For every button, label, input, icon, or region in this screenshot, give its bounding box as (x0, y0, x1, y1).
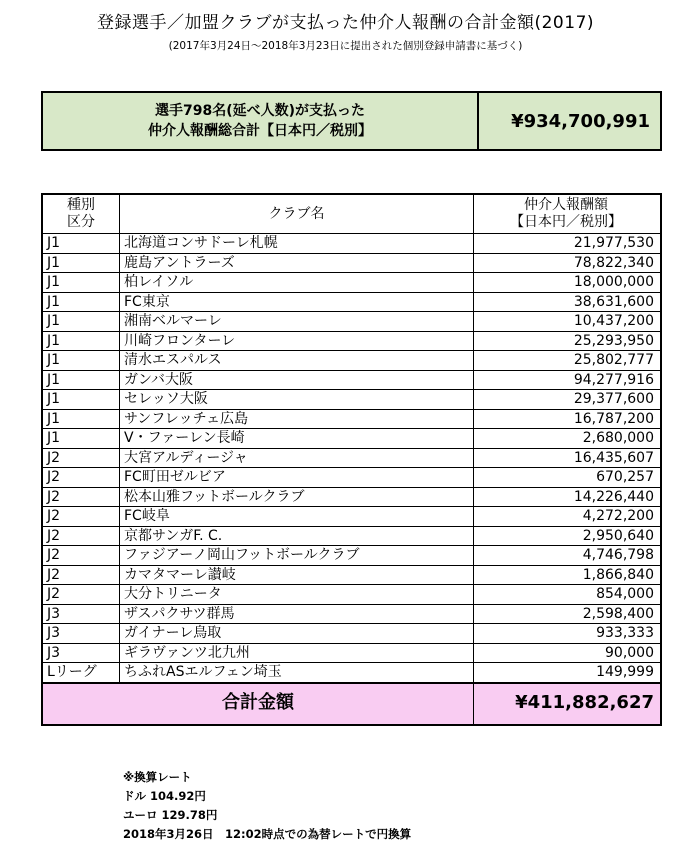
notes-euro-rate: ユーロ 129.78円 (123, 808, 218, 822)
category-cell: J1 (42, 390, 120, 410)
fee-cell: 10,437,200 (474, 312, 662, 332)
category-cell: J2 (42, 585, 120, 605)
category-cell: J2 (42, 507, 120, 527)
category-header-line1: 種別 (67, 197, 95, 213)
club-name-cell: FC東京 (120, 292, 474, 312)
table-row (42, 312, 661, 332)
table-row (42, 507, 661, 527)
fee-table (41, 193, 662, 726)
table-row (42, 448, 661, 468)
table-row (42, 526, 661, 546)
fee-cell: 94,277,916 (474, 370, 662, 390)
table-row (42, 409, 661, 429)
table-row (42, 546, 661, 566)
table-row (42, 663, 661, 683)
fee-cell: 854,000 (474, 585, 662, 605)
fee-cell: 21,977,530 (474, 234, 662, 254)
fee-cell: 1,866,840 (474, 565, 662, 585)
category-cell: J1 (42, 253, 120, 273)
fee-cell: 16,435,607 (474, 448, 662, 468)
table-row (42, 487, 661, 507)
category-cell: J1 (42, 370, 120, 390)
club-name-cell: ギラヴァンツ北九州 (120, 643, 474, 663)
total-row (42, 683, 661, 725)
fee-cell: 25,293,950 (474, 331, 662, 351)
table-row (42, 468, 661, 488)
table-row (42, 585, 661, 605)
club-name-cell: 鹿島アントラーズ (120, 253, 474, 273)
page-subtitle: (2017年3月24日～2018年3月23日に提出された個別登録申請書に基づく) (168, 40, 523, 52)
fee-cell: 2,680,000 (474, 429, 662, 449)
fee-cell: 25,802,777 (474, 351, 662, 371)
club-name-cell: ザスパクサツ群馬 (120, 604, 474, 624)
category-cell: J2 (42, 565, 120, 585)
notes-basis: 2018年3月26日 12:02時点での為替レートで円換算 (123, 827, 412, 841)
club-name-cell: FC町田ゼルビア (120, 468, 474, 488)
fee-cell: 2,598,400 (474, 604, 662, 624)
category-cell: J1 (42, 351, 120, 371)
table-row (42, 565, 661, 585)
category-cell: J1 (42, 234, 120, 254)
category-cell: Lリーグ (42, 663, 120, 683)
fee-cell: 78,822,340 (474, 253, 662, 273)
club-name-cell: サンフレッチェ広島 (120, 409, 474, 429)
club-name-cell: FC岐阜 (120, 507, 474, 527)
club-name-cell: 松本山雅フットボールクラブ (120, 487, 474, 507)
club-name-cell: 清水エスパルス (120, 351, 474, 371)
club-name-cell: 川崎フロンターレ (120, 331, 474, 351)
summary-label-line1: 選手798名(延べ人数)が支払った (154, 103, 366, 119)
total-label: 合計金額 (42, 683, 474, 725)
category-cell: J1 (42, 409, 120, 429)
club-name-cell: ちふれASエルフェン埼玉 (120, 663, 474, 683)
fee-cell: 38,631,600 (474, 292, 662, 312)
fee-header (474, 194, 662, 234)
club-name-cell: 湘南ベルマーレ (120, 312, 474, 332)
fee-cell: 18,000,000 (474, 273, 662, 293)
notes-dollar-rate: ドル 104.92円 (123, 789, 206, 803)
table-row (42, 292, 661, 312)
fee-cell: 933,333 (474, 624, 662, 644)
fee-header-line1: 仲介人報酬額 (524, 197, 608, 213)
club-name-cell: セレッソ大阪 (120, 390, 474, 410)
table-row (42, 351, 661, 371)
table-row (42, 643, 661, 663)
club-header: クラブ名 (120, 194, 474, 234)
summary-label (43, 93, 479, 149)
summary-value: ¥934,700,991 (479, 93, 660, 149)
table-row (42, 429, 661, 449)
table-row (42, 370, 661, 390)
fee-cell: 670,257 (474, 468, 662, 488)
fee-cell: 4,746,798 (474, 546, 662, 566)
notes (123, 768, 411, 844)
category-header (42, 194, 120, 234)
category-cell: J1 (42, 331, 120, 351)
category-cell: J1 (42, 312, 120, 332)
club-name-cell: V・ファーレン長崎 (120, 429, 474, 449)
club-name-cell: 京都サンガF. C. (120, 526, 474, 546)
fee-cell: 29,377,600 (474, 390, 662, 410)
club-name-cell: 大分トリニータ (120, 585, 474, 605)
club-name-cell: 大宮アルディージャ (120, 448, 474, 468)
fee-cell: 149,999 (474, 663, 662, 683)
category-cell: J1 (42, 273, 120, 293)
fee-header-line2: 【日本円／税別】 (510, 214, 622, 230)
table-row (42, 604, 661, 624)
category-cell: J2 (42, 487, 120, 507)
table-row (42, 624, 661, 644)
category-cell: J2 (42, 468, 120, 488)
category-cell: J1 (42, 429, 120, 449)
fee-cell: 14,226,440 (474, 487, 662, 507)
table-header-row (42, 194, 661, 234)
category-header-line2: 区分 (67, 214, 95, 230)
table-row (42, 390, 661, 410)
club-name-cell: ファジアーノ岡山フットボールクラブ (120, 546, 474, 566)
summary-box (41, 91, 662, 151)
category-cell: J2 (42, 546, 120, 566)
club-name-cell: ガイナーレ鳥取 (120, 624, 474, 644)
category-cell: J3 (42, 604, 120, 624)
fee-cell: 4,272,200 (474, 507, 662, 527)
notes-heading: ※換算レート (123, 770, 192, 784)
club-name-cell: カマタマーレ讃岐 (120, 565, 474, 585)
fee-cell: 2,950,640 (474, 526, 662, 546)
category-cell: J2 (42, 526, 120, 546)
category-cell: J3 (42, 643, 120, 663)
category-cell: J3 (42, 624, 120, 644)
page-title: 登録選手／加盟クラブが支払った仲介人報酬の合計金額(2017) (96, 13, 595, 33)
club-name-cell: 柏レイソル (120, 273, 474, 293)
category-cell: J1 (42, 292, 120, 312)
summary-label-line2: 仲介人報酬総合計【日本円／税別】 (148, 123, 372, 139)
club-name-cell: 北海道コンサドーレ札幌 (120, 234, 474, 254)
table-row (42, 273, 661, 293)
club-name-cell: ガンバ大阪 (120, 370, 474, 390)
fee-cell: 90,000 (474, 643, 662, 663)
table-row (42, 253, 661, 273)
fee-cell: 16,787,200 (474, 409, 662, 429)
total-value: ¥411,882,627 (474, 683, 662, 725)
category-cell: J2 (42, 448, 120, 468)
table-row (42, 331, 661, 351)
table-row (42, 234, 661, 254)
